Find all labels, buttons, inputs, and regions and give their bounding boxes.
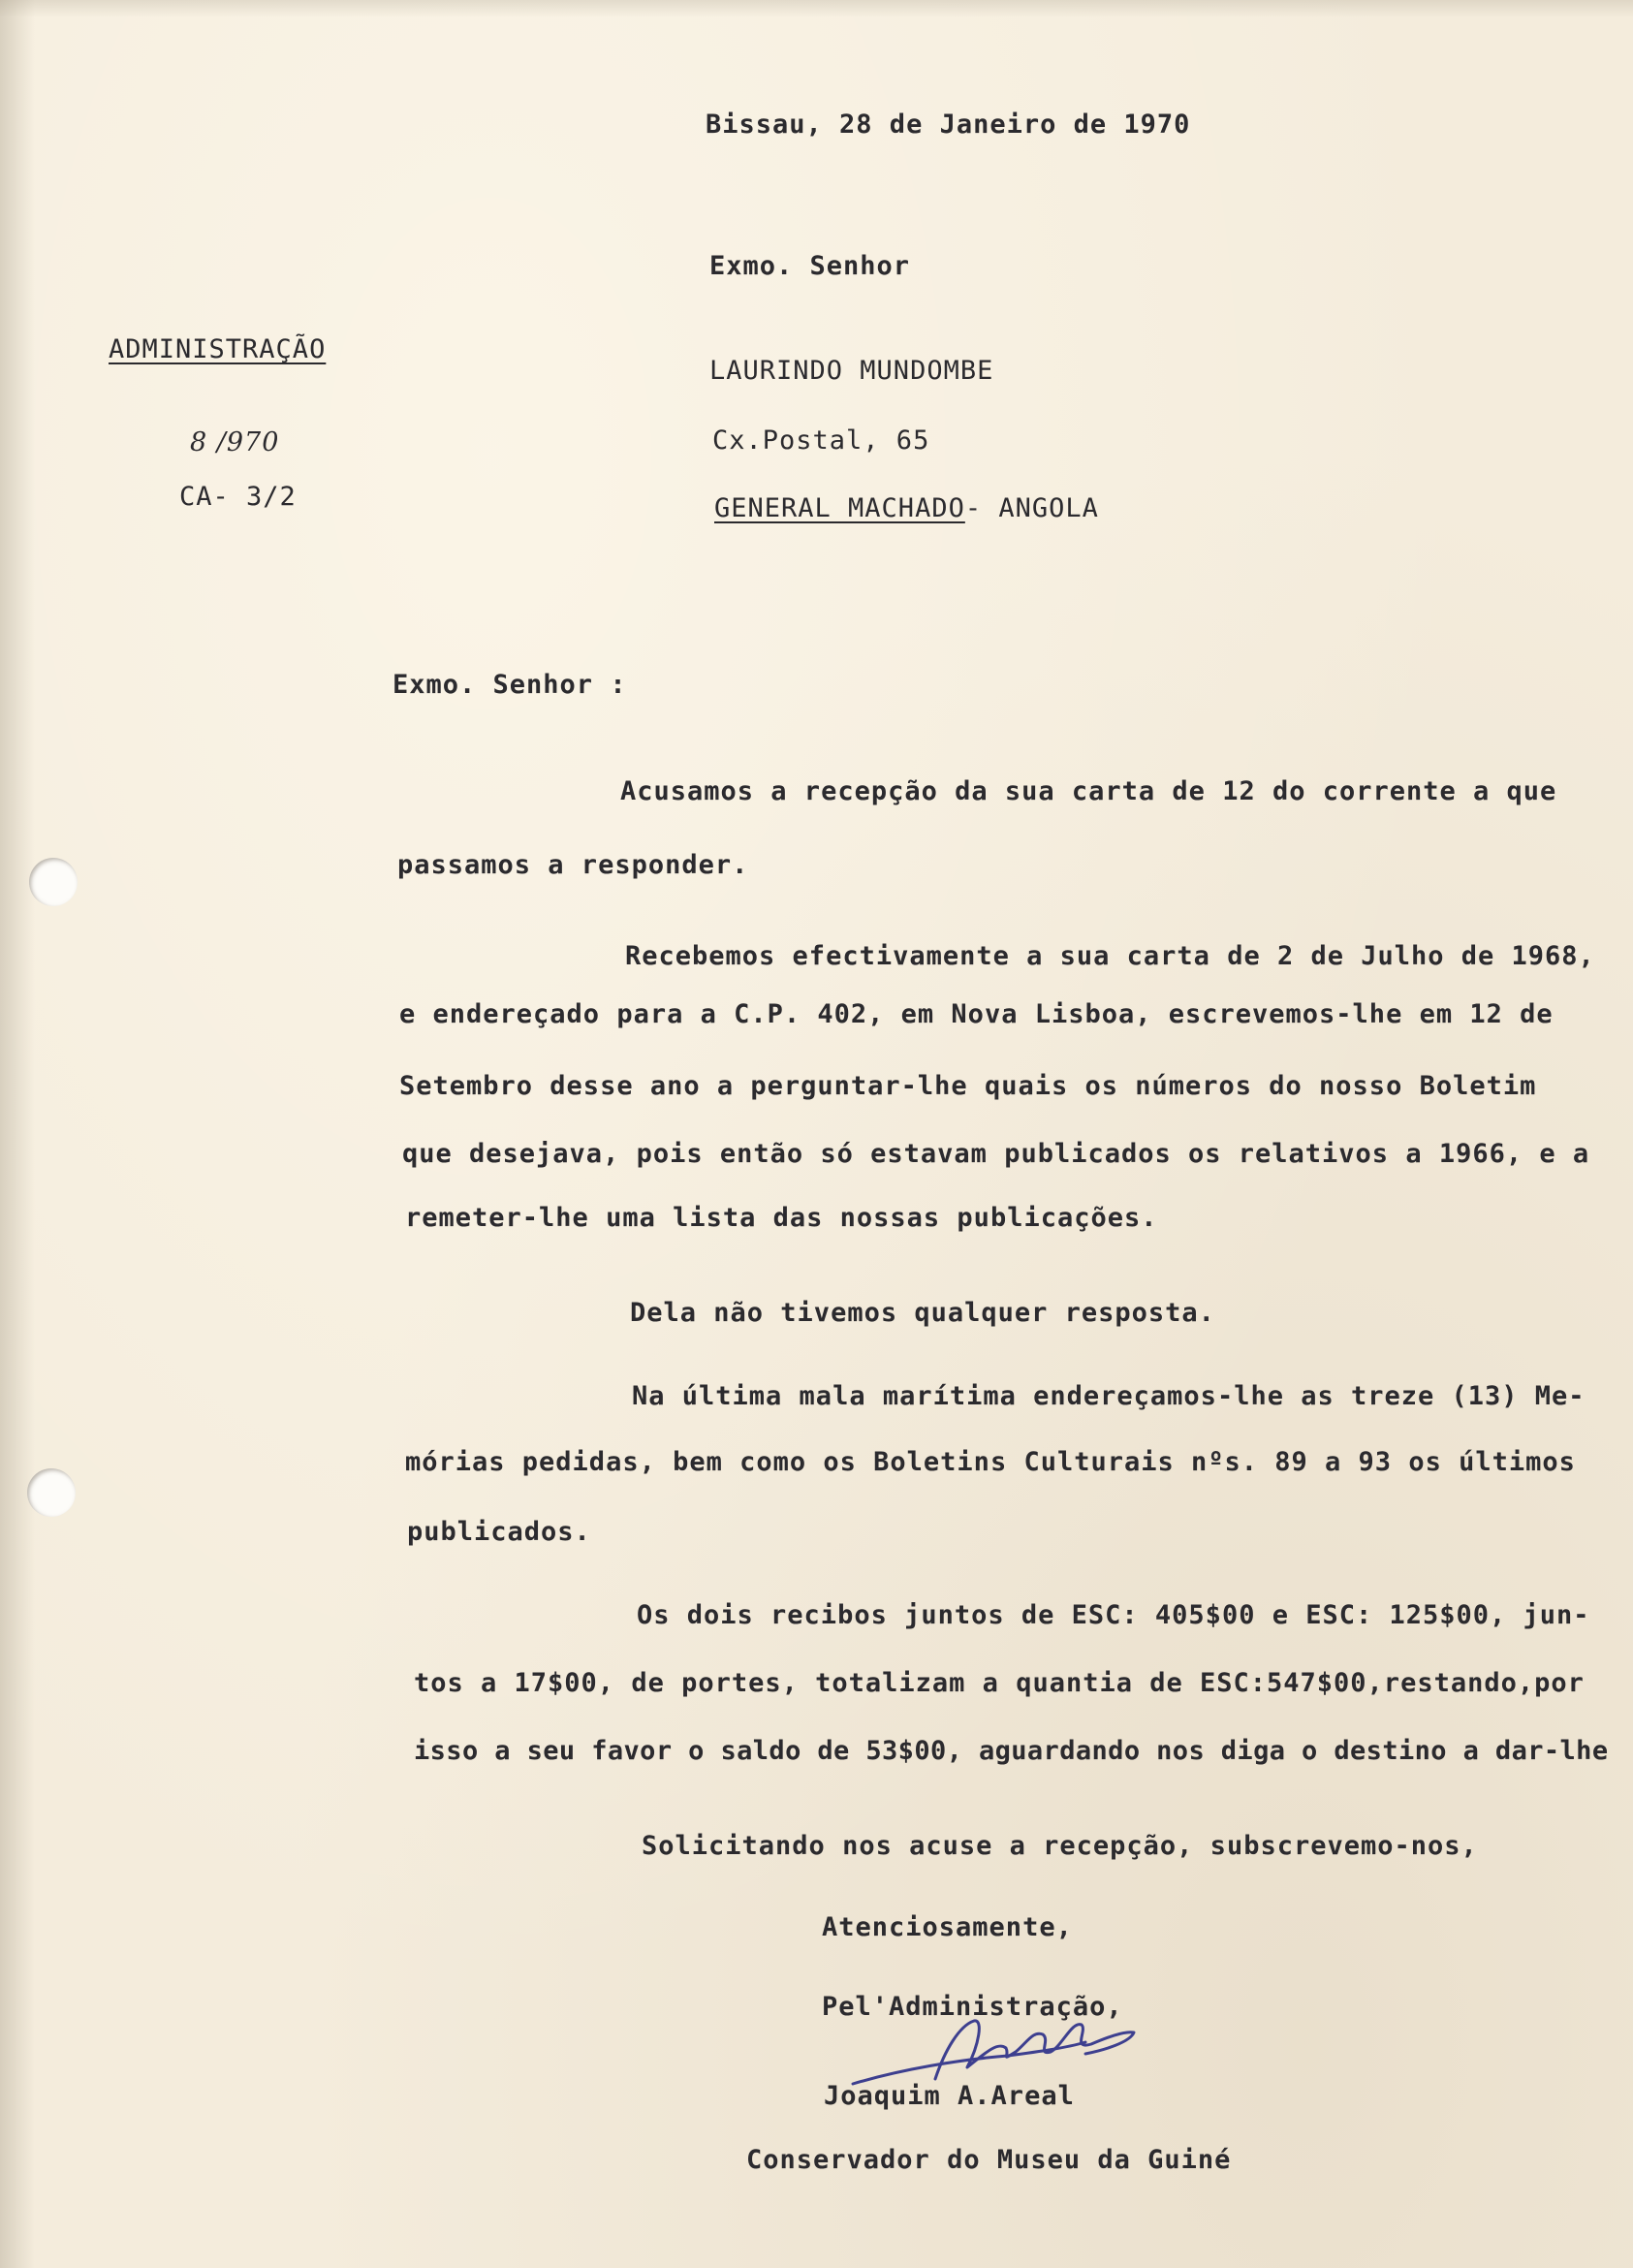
on-behalf-line: Pel'Administração, [822,1992,1123,2022]
date-line: Bissau, 28 de Janeiro de 1970 [706,110,1191,140]
body-line: Acusamos a recepção da sua carta de 12 do corrente a que [620,776,1557,806]
body-line: e endereçado para a C.P. 402, em Nova Lisboa, escrevemos-lhe em 12 de [399,999,1554,1029]
body-line: Dela não tivemos qualquer resposta. [630,1298,1215,1328]
body-line: tos a 17$00, de portes, totalizam a quantia de ESC:547$00,restando,por [414,1668,1585,1698]
body-line: publicados. [407,1517,591,1547]
reference-code: CA- 3/2 [179,482,297,512]
recipient-place [714,492,1099,525]
body-line: Solicitando nos acuse a recepção, subscrevemo-nos, [642,1831,1478,1861]
body-line: que desejava, pois então só estavam publicados os relativos a 1966, e a [402,1139,1590,1169]
greeting: Exmo. Senhor : [393,670,627,700]
signatory-title: Conservador do Museu da Guiné [746,2145,1232,2175]
reference-department: ADMINISTRAÇÃO [109,334,327,364]
recipient-postal: Cx.Postal, 65 [712,425,930,456]
body-line: isso a seu favor o saldo de 53$00, aguardando nos diga o destino a dar-lhe [414,1736,1609,1766]
body-line: Na última mala marítima endereçamos-lhe as treze (13) Me- [632,1381,1586,1411]
body-line: passamos a responder. [397,850,749,880]
page-edge-shadow [0,0,35,2268]
body-line: Setembro desse ano a perguntar-lhe quais os números do nosso Boletim [399,1071,1537,1101]
body-line: mórias pedidas, bem como os Boletins Culturais nºs. 89 a 93 os últimos [405,1447,1576,1477]
signatory-name: Joaquim A.Areal [824,2081,1075,2111]
recipient-place-country: - ANGOLA [964,493,1099,523]
body-line: Os dois recibos juntos de ESC: 405$00 e ESC: 125$00, jun- [637,1600,1590,1630]
body-line: Recebemos efectivamente a sua carta de 2 de Julho de 1968, [625,941,1595,971]
reference-number: 8 /970 [190,427,280,457]
recipient-place-city: GENERAL MACHADO [714,493,965,523]
punch-hole-icon [27,1468,76,1517]
recipient-name: LAURINDO MUNDOMBE [709,356,994,386]
punch-hole-icon [29,858,78,906]
page-top-shadow [0,0,1633,17]
body-line: remeter-lhe uma lista das nossas publicações. [405,1203,1158,1233]
closing: Atenciosamente, [822,1912,1073,1942]
recipient-salutation: Exmo. Senhor [709,251,911,281]
